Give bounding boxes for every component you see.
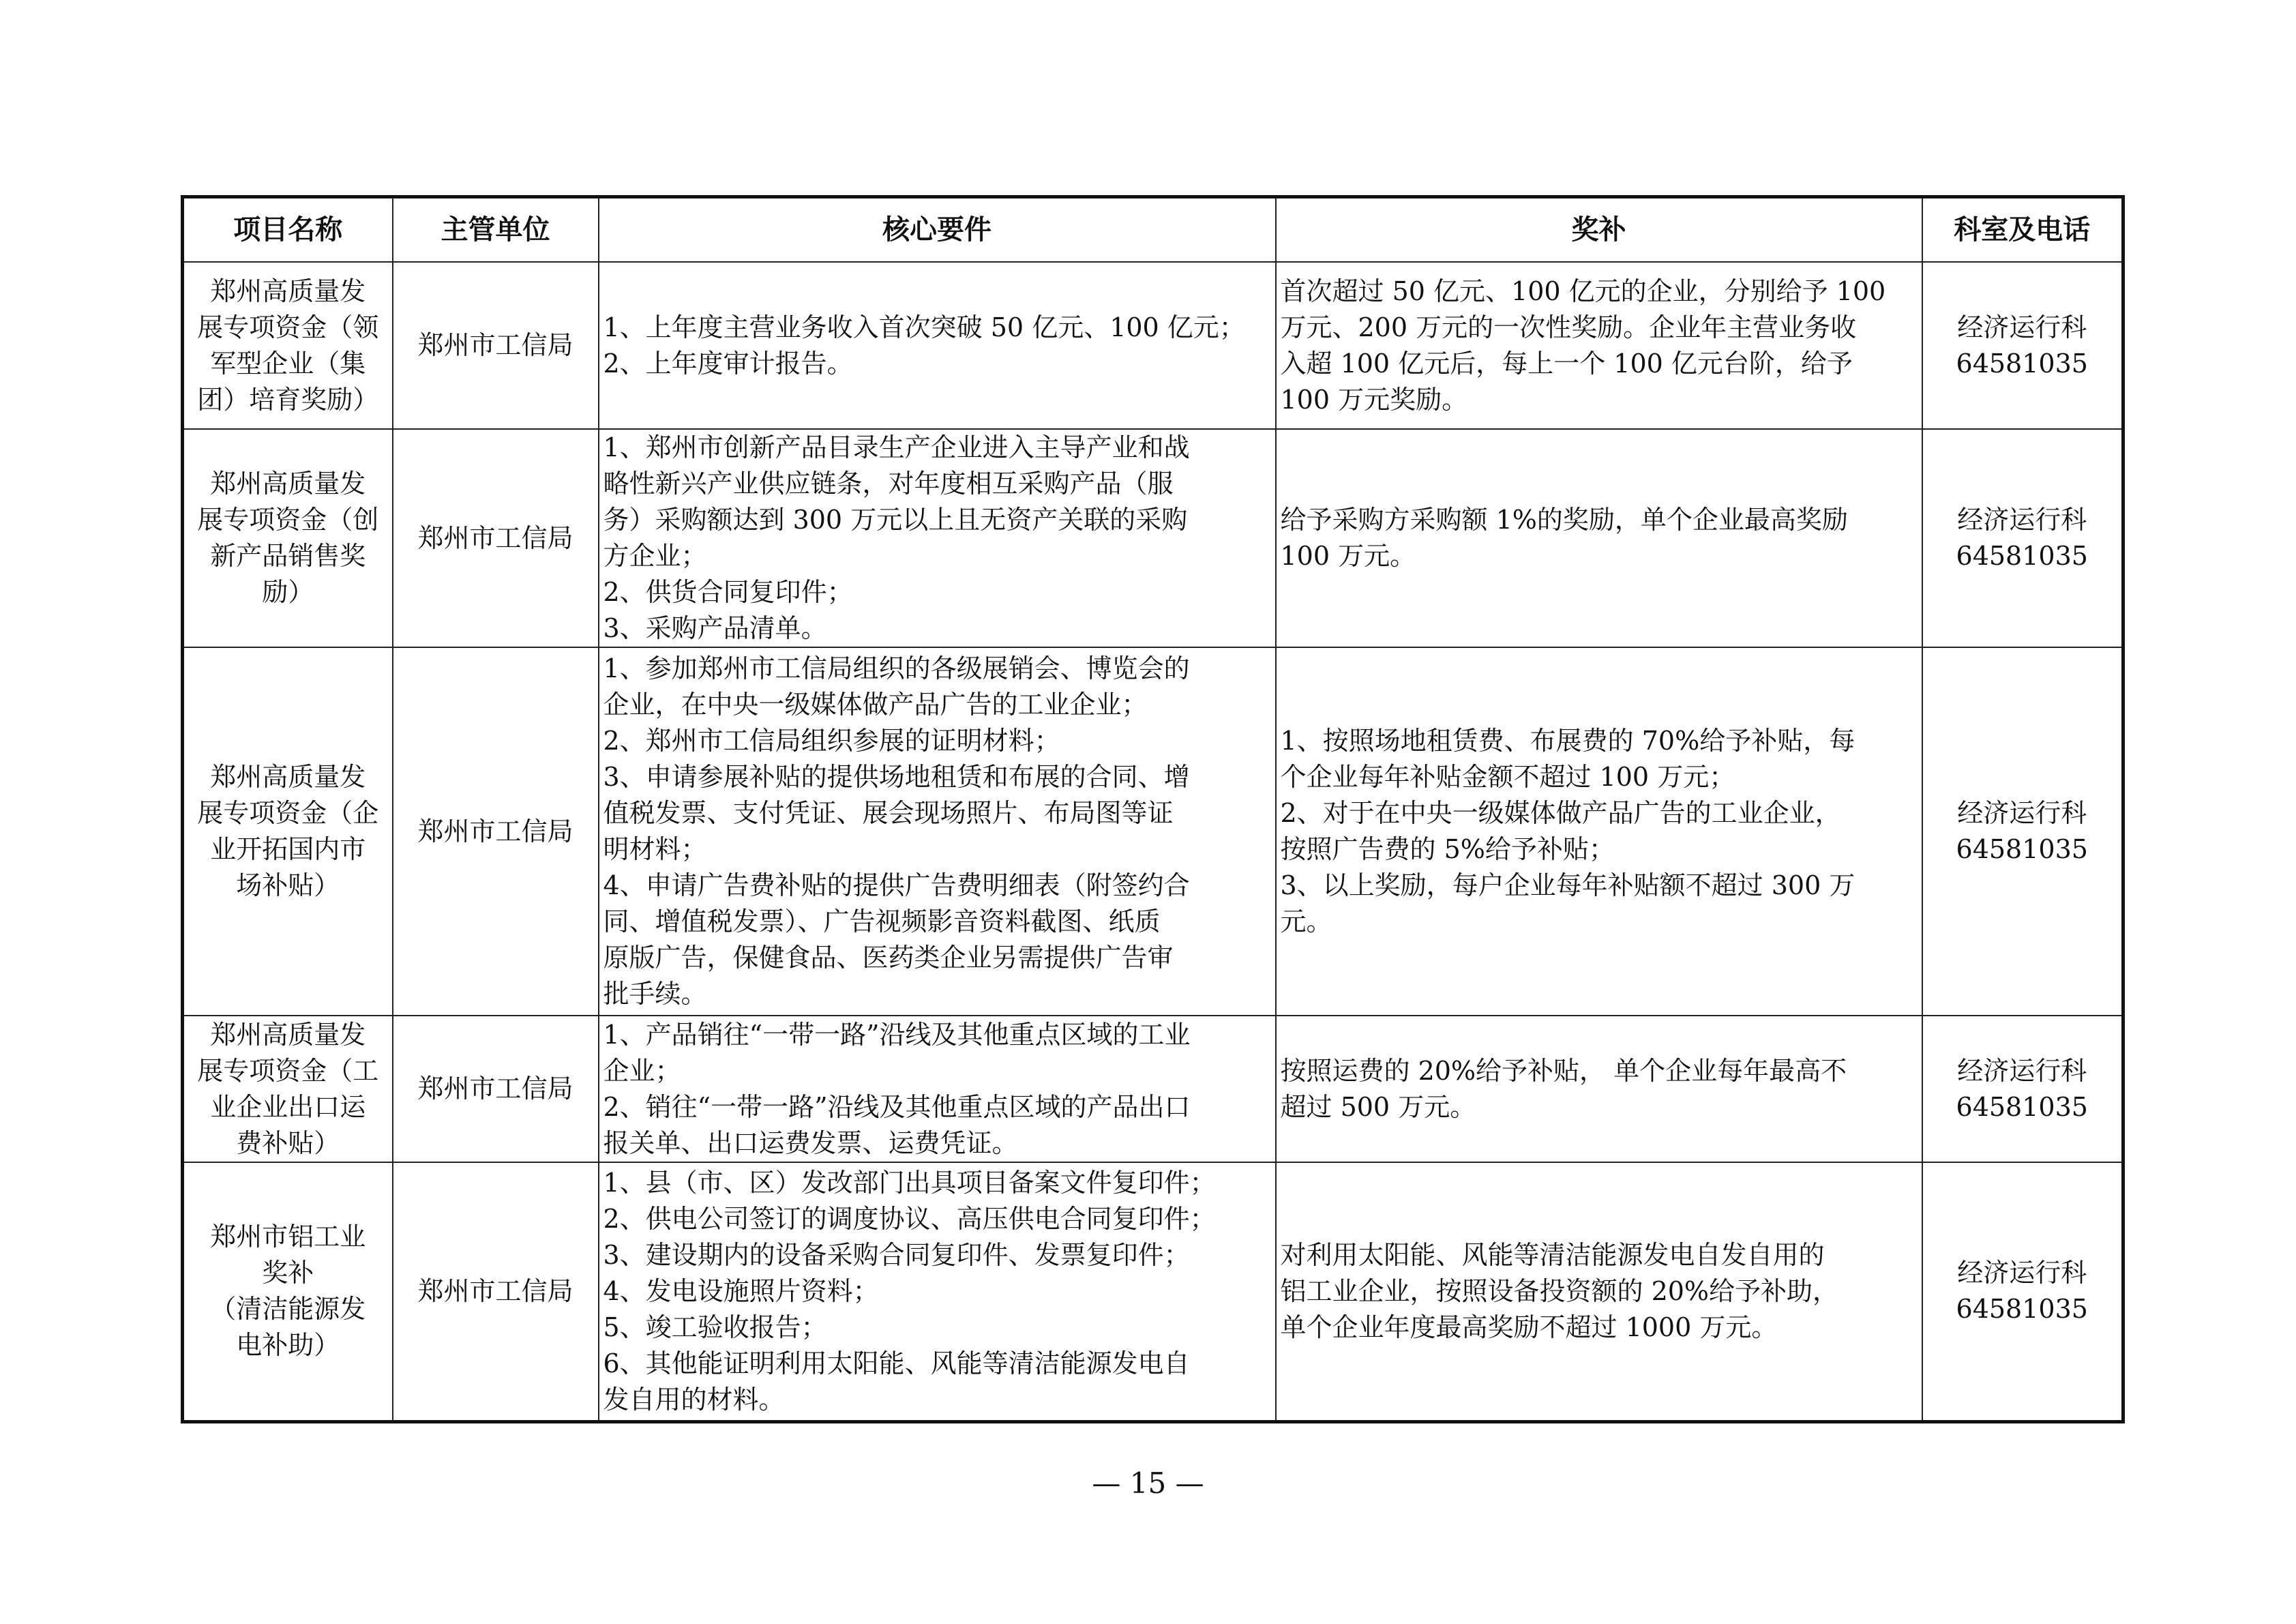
header-core-requirements: 核心要件 (599, 197, 1276, 263)
requirements-cell-line: 1、产品销往“一带一路”沿线及其他重点区域的工业 (603, 1019, 1191, 1050)
reward-cell-line: 超过 500 万元。 (1280, 1091, 1476, 1122)
reward-cell (1276, 1016, 1922, 1162)
authority-cell: 郑州市工信局 (393, 429, 599, 647)
reward-cell (1276, 262, 1922, 429)
reward-cell-line: 100 万元奖励。 (1280, 384, 1468, 415)
requirements-cell-line: 原版广告，保健食品、医药类企业另需提供广告审 (603, 943, 1174, 973)
header-reward: 奖补 (1276, 197, 1922, 263)
project-name-cell (183, 1016, 393, 1162)
project-name-cell-line: 团）培育奖励） (197, 384, 379, 415)
requirements-cell (599, 1162, 1276, 1421)
project-name-cell-line: 电补助） (236, 1330, 340, 1361)
requirements-cell-line: 2、上年度审计报告。 (603, 348, 853, 379)
office-name: 经济运行科 (1957, 505, 2087, 535)
project-name-cell (183, 262, 393, 429)
requirements-cell (599, 647, 1276, 1016)
reward-cell-line: 100 万元。 (1280, 541, 1416, 571)
requirements-cell-line: 5、竣工验收报告； (603, 1312, 827, 1342)
requirements-cell (599, 262, 1276, 429)
reward-cell-line: 2、对于在中央一级媒体做产品广告的工业企业， (1280, 798, 1841, 828)
requirements-cell-line: 方企业； (603, 541, 707, 571)
requirements-cell-line: 1、上年度主营业务收入首次突破 50 亿元、100 亿元； (603, 312, 1245, 342)
project-name-cell-line: 场补贴） (236, 870, 340, 900)
requirements-cell-line: 1、郑州市创新产品目录生产企业进入主导产业和战 (603, 432, 1190, 462)
requirements-cell (599, 1016, 1276, 1162)
phone-number: 64581035 (1956, 834, 2088, 864)
office-name: 经济运行科 (1957, 1258, 2087, 1288)
reward-cell-line: 按照广告费的 5%给予补贴； (1280, 834, 1615, 864)
phone-number: 64581035 (1956, 541, 2088, 571)
project-name-cell-line: 郑州市铝工业 (210, 1222, 366, 1252)
reward-cell-line: 1、按照场地租赁费、布展费的 70%给予补贴，每 (1280, 726, 1855, 756)
requirements-cell-line: 2、供货合同复印件； (603, 577, 853, 607)
requirements-cell-line: 发自用的材料。 (603, 1384, 785, 1415)
project-name-cell-line: 业开拓国内市 (210, 834, 366, 864)
reward-cell-line: 入超 100 亿元后，每上一个 100 亿元台阶，给予 (1280, 348, 1853, 379)
reward-cell-line: 单个企业年度最高奖励不超过 1000 万元。 (1280, 1312, 1778, 1342)
project-name-cell-line: 展专项资金（领 (197, 312, 379, 342)
requirements-cell-line: 企业； (603, 1055, 681, 1086)
requirements-cell-line: 务）采购额达到 300 万元以上且无资产关联的采购 (603, 505, 1188, 535)
authority-cell: 郑州市工信局 (393, 647, 599, 1016)
requirements-cell-line: 企业，在中央一级媒体做产品广告的工业企业； (603, 690, 1148, 720)
phone-number: 64581035 (1956, 1091, 2088, 1122)
reward-cell-line: 个企业每年补贴金额不超过 100 万元； (1280, 762, 1735, 792)
phone-number: 64581035 (1956, 1294, 2088, 1325)
subsidy-table (181, 195, 2125, 1423)
office-name: 经济运行科 (1957, 1055, 2087, 1086)
requirements-cell-line: 1、县（市、区）发改部门出具项目备案文件复印件； (603, 1167, 1216, 1198)
table-row (183, 429, 2123, 647)
table-header-row (183, 197, 2123, 263)
requirements-cell-line: 同、增值税发票）、广告视频影音资料截图、纸质 (603, 906, 1161, 936)
project-name-cell-line: 郑州高质量发 (210, 469, 366, 499)
office-phone-cell (1922, 647, 2123, 1016)
requirements-cell-line: 值税发票、支付凭证、展会现场照片、布局图等证 (603, 798, 1174, 828)
page-number: — 15 — (1092, 1466, 1204, 1500)
requirements-cell-line: 3、申请参展补贴的提供场地租赁和布展的合同、增 (603, 762, 1190, 792)
project-name-cell-line: 展专项资金（企 (197, 798, 379, 828)
table-body (183, 262, 2123, 1421)
project-name-cell-line: 励） (262, 577, 314, 607)
reward-cell-line: 3、以上奖励，每户企业每年补贴额不超过 300 万 (1280, 870, 1855, 900)
project-name-cell-line: 奖补 (262, 1258, 314, 1288)
project-name-cell-line: 展专项资金（创 (197, 505, 379, 535)
requirements-cell (599, 429, 1276, 647)
table-row (183, 262, 2123, 429)
table-row (183, 1162, 2123, 1421)
requirements-cell-line: 2、销往“一带一路”沿线及其他重点区域的产品出口 (603, 1091, 1191, 1122)
project-name-cell-line: 费补贴） (236, 1127, 340, 1158)
office-phone-cell (1922, 429, 2123, 647)
office-phone-cell (1922, 262, 2123, 429)
requirements-cell-line: 6、其他能证明利用太阳能、风能等清洁能源发电自 (603, 1348, 1190, 1378)
reward-cell (1276, 647, 1922, 1016)
project-name-cell-line: 郑州高质量发 (210, 1019, 366, 1050)
header-authority: 主管单位 (393, 197, 599, 263)
project-name-cell-line: 郑州高质量发 (210, 762, 366, 792)
project-name-cell (183, 429, 393, 647)
requirements-cell-line: 略性新兴产业供应链条，对年度相互采购产品（服 (603, 469, 1174, 499)
office-name: 经济运行科 (1957, 312, 2087, 342)
table-row (183, 1016, 2123, 1162)
project-name-cell-line: 展专项资金（工 (197, 1055, 379, 1086)
reward-cell-line: 对利用太阳能、风能等清洁能源发电自发自用的 (1280, 1239, 1825, 1270)
requirements-cell-line: 1、参加郑州市工信局组织的各级展销会、博览会的 (603, 653, 1190, 683)
reward-cell-line: 万元、200 万元的一次性奖励。企业年主营业务收 (1280, 312, 1857, 342)
reward-cell-line: 元。 (1280, 906, 1332, 936)
authority-cell: 郑州市工信局 (393, 1016, 599, 1162)
project-name-cell-line: （清洁能源发 (210, 1294, 366, 1325)
reward-cell (1276, 1162, 1922, 1421)
requirements-cell-line: 批手续。 (603, 979, 707, 1009)
reward-cell-line: 铝工业企业，按照设备投资额的 20%给予补助， (1280, 1275, 1839, 1306)
requirements-cell-line: 报关单、出口运费发票、运费凭证。 (603, 1127, 1018, 1158)
office-phone-cell (1922, 1016, 2123, 1162)
office-phone-cell (1922, 1162, 2123, 1421)
project-name-cell (183, 647, 393, 1016)
reward-cell-line: 按照运费的 20%给予补贴， 单个企业每年最高不 (1280, 1055, 1847, 1086)
reward-cell-line: 给予采购方采购额 1%的奖励，单个企业最高奖励 (1280, 505, 1848, 535)
requirements-cell-line: 明材料； (603, 834, 707, 864)
project-name-cell (183, 1162, 393, 1421)
project-name-cell-line: 军型企业（集 (210, 348, 366, 379)
authority-cell: 郑州市工信局 (393, 262, 599, 429)
requirements-cell-line: 3、采购产品清单。 (603, 613, 827, 643)
requirements-cell-line: 3、建设期内的设备采购合同复印件、发票复印件； (603, 1239, 1190, 1270)
project-name-cell-line: 业企业出口运 (210, 1091, 366, 1122)
header-project-name: 项目名称 (183, 197, 393, 263)
table-row (183, 647, 2123, 1016)
requirements-cell-line: 4、申请广告费补贴的提供广告费明细表（附签约合 (603, 870, 1190, 900)
header-office-phone: 科室及电话 (1922, 197, 2123, 263)
project-name-cell-line: 郑州高质量发 (210, 276, 366, 306)
reward-cell-line: 首次超过 50 亿元、100 亿元的企业，分别给予 100 (1280, 276, 1886, 306)
requirements-cell-line: 2、供电公司签订的调度协议、高压供电合同复印件； (603, 1203, 1216, 1234)
authority-cell: 郑州市工信局 (393, 1162, 599, 1421)
requirements-cell-line: 4、发电设施照片资料； (603, 1275, 879, 1306)
reward-cell (1276, 429, 1922, 647)
office-name: 经济运行科 (1957, 798, 2087, 828)
phone-number: 64581035 (1956, 348, 2088, 379)
requirements-cell-line: 2、郑州市工信局组织参展的证明材料； (603, 726, 1060, 756)
project-name-cell-line: 新产品销售奖 (210, 541, 366, 571)
